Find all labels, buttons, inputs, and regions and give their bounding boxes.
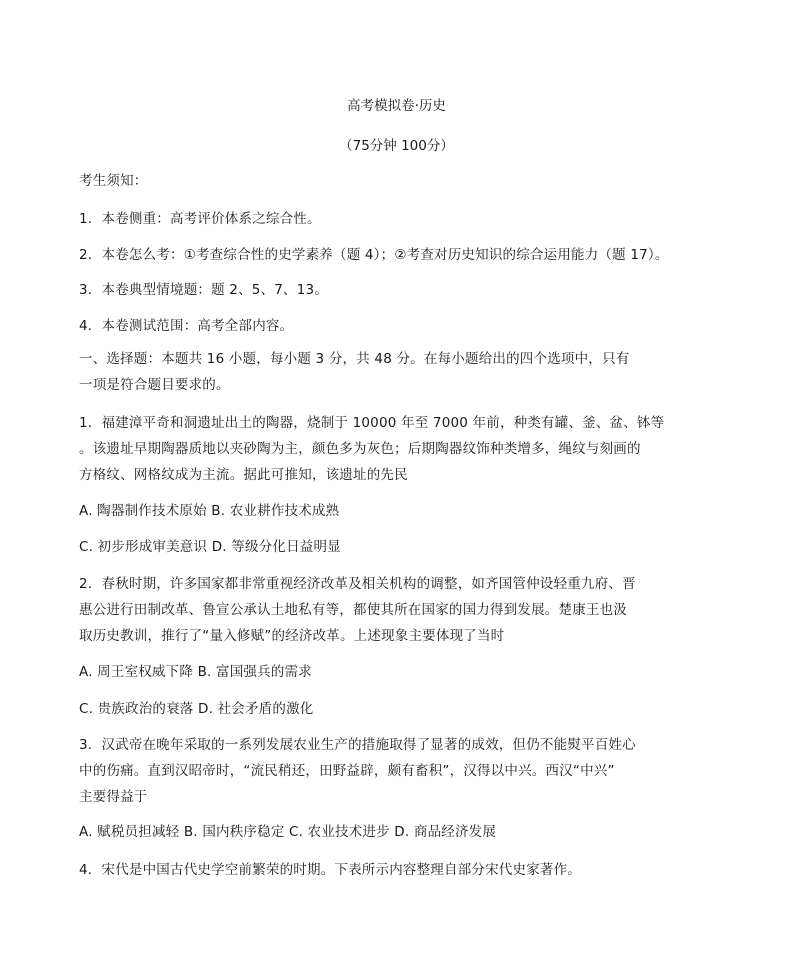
section-intro-line: 一项是符合题目要求的。 <box>79 377 230 393</box>
question-option-line: A. 周王室权威下降 B. 富国强兵的需求 <box>79 664 312 680</box>
question-stem-line: 1．福建漳平奇和洞遗址出土的陶器，烧制于 10000 年至 7000 年前，种类有罐、釜、盆、钵等 <box>79 415 665 431</box>
question-stem-line: 4．宋代是中国古代史学空前繁荣的时期。下表所示内容整理自部分宋代史家著作。 <box>79 862 581 878</box>
section-intro-line: 一、选择题：本题共 16 小题，每小题 3 分，共 48 分。在每小题给出的四个选项中，只有 <box>79 351 630 367</box>
page-title: 高考模拟卷·历史 <box>347 98 446 114</box>
question-stem-line: 中的伤痛。直到汉昭帝时，“流民稍还，田野益辟，颇有畜积”，汉得以中兴。西汉“中兴” <box>79 763 615 779</box>
question-option-line: C. 贵族政治的衰落 D. 社会矛盾的激化 <box>79 701 314 717</box>
notice-item: 2．本卷怎么考：①考查综合性的史学素养（题 4）；②考查对历史知识的综合运用能力（题 17）。 <box>79 247 669 263</box>
question-stem-line: 3．汉武帝在晚年采取的一系列发展农业生产的措施取得了显著的成效，但仍不能熨平百姓心 <box>79 737 636 753</box>
question-option-line: A. 赋税员担减轻 B. 国内秩序稳定 C. 农业技术进步 D. 商品经济发展 <box>79 824 497 840</box>
notice-item: 4．本卷测试范围：高考全部内容。 <box>79 318 294 334</box>
question-stem-line: 2．春秋时期，许多国家都非常重视经济改革及相关机构的调整，如齐国管仲设轻重九府、晋 <box>79 576 636 592</box>
page-subtitle: （75分钟 100分） <box>339 138 454 154</box>
notice-item: 1．本卷侧重：高考评价体系之综合性。 <box>79 211 321 227</box>
question-stem-line: 。该遗址早期陶器质地以夹砂陶为主，颜色多为灰色；后期陶器纹饰种类增多，绳纹与刻画的 <box>79 441 641 457</box>
question-stem-line: 主要得益于 <box>79 789 148 805</box>
question-option-line: A. 陶器制作技术原始 B. 农业耕作技术成熟 <box>79 503 340 519</box>
question-stem-line: 取历史教训，推行了“量入修赋”的经济改革。上述现象主要体现了当时 <box>79 628 505 644</box>
notice-heading: 考生须知： <box>79 173 148 189</box>
question-stem-line: 惠公进行田制改革、鲁宣公承认土地私有等，都使其所在国家的国力得到发展。楚康王也汲 <box>79 602 627 618</box>
question-stem-line: 方格纹、网格纹成为主流。据此可推知，该遗址的先民 <box>79 467 408 483</box>
question-option-line: C. 初步形成审美意识 D. 等级分化日益明显 <box>79 539 341 555</box>
notice-item: 3．本卷典型情境题：题 2、5、7、13。 <box>79 282 329 298</box>
